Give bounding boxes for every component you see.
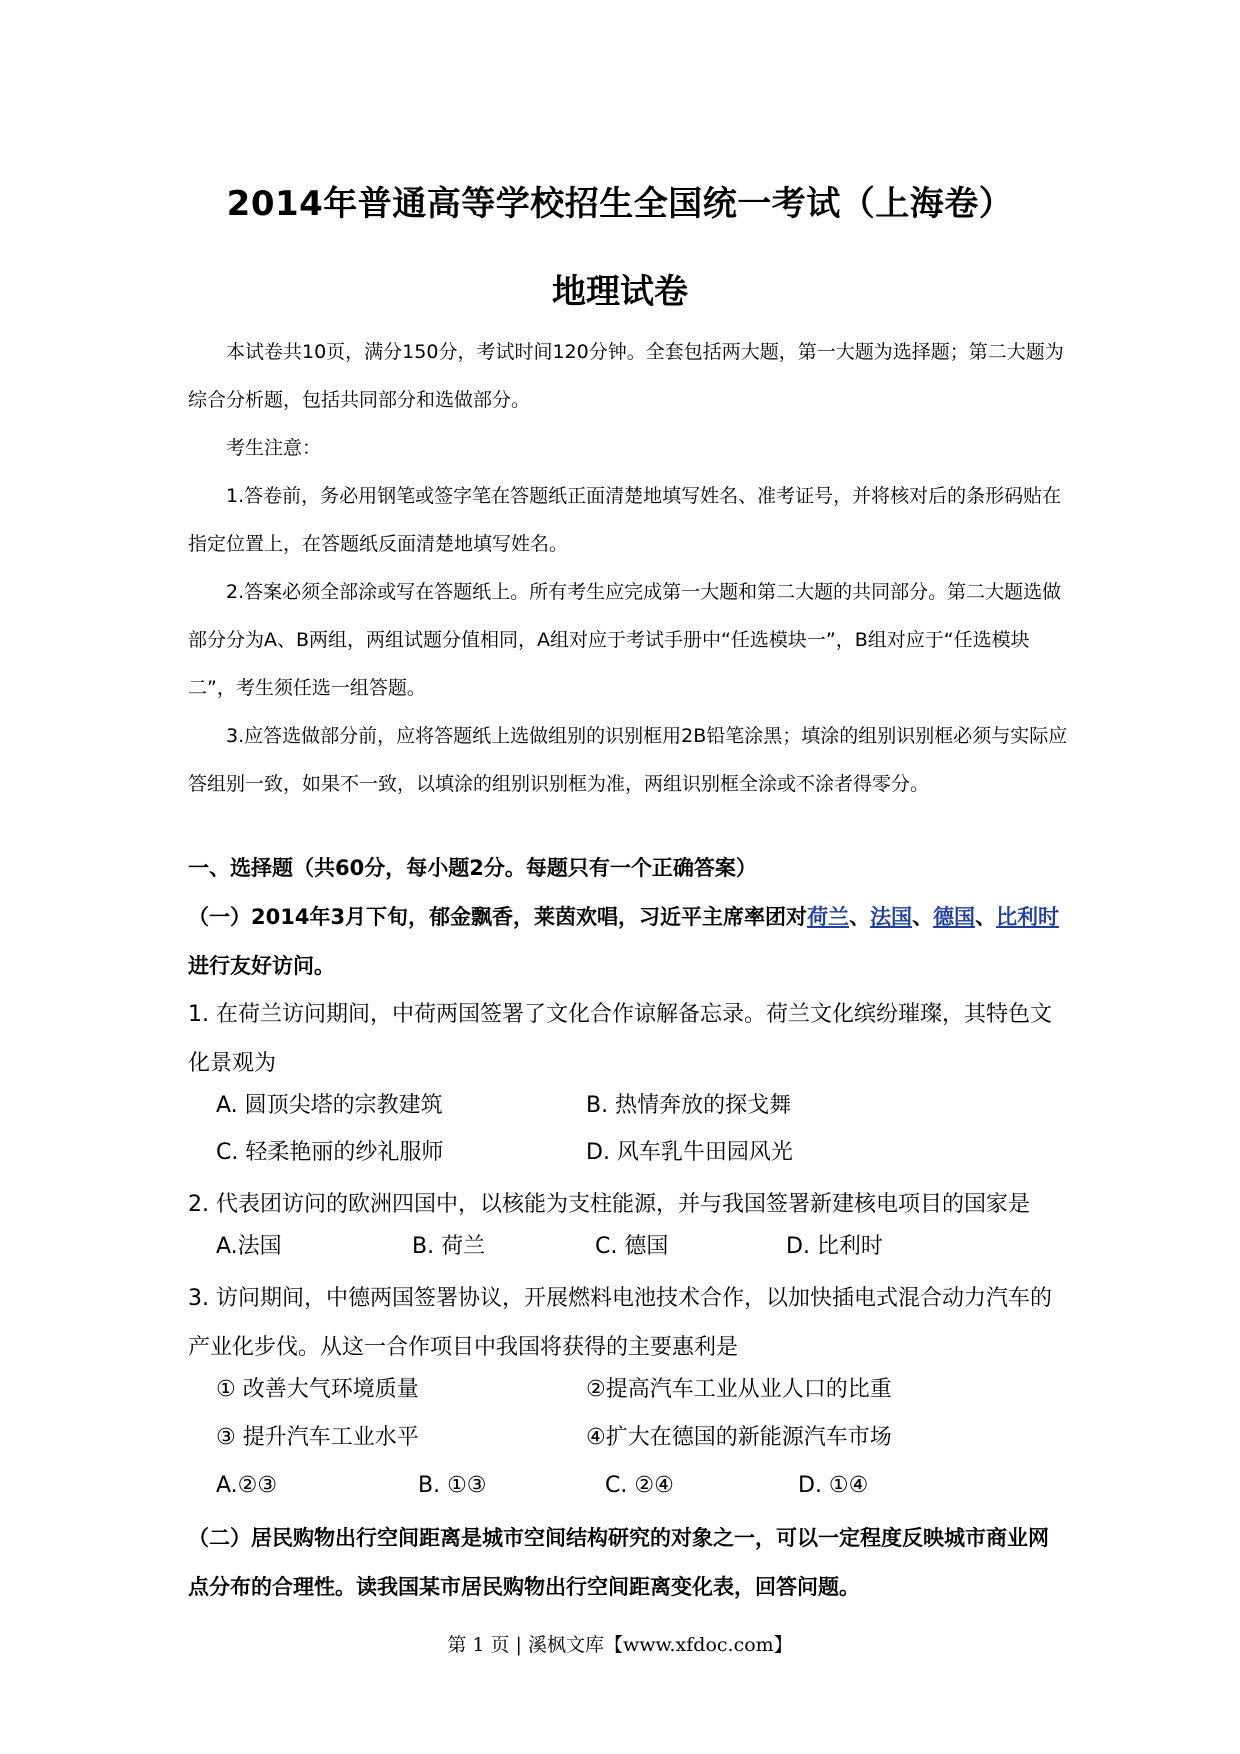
exam-title: 2014年普通高等学校招生全国统一考试（上海卷） xyxy=(226,184,1014,224)
q1-option-d: D. 风车乳牛田园风光 xyxy=(586,1140,793,1165)
question-1-text: 1. 在荷兰访问期间，中荷两国签署了文化合作谅解备忘录。荷兰文化缤纷璀璨，其特色文化景观为 xyxy=(188,1002,1052,1076)
question-3-text: 3. 访问期间，中德两国签署协议，开展燃料电池技术合作，以加快插电式混合动力汽车的产业化步伐。从这一合作项目中我国将获得的主要惠利是 xyxy=(188,1286,1052,1360)
question-1-options-row-2 xyxy=(0,1133,1240,1173)
intro-paragraph: 本试卷共10页，满分150分，考试时间120分钟。全套包括两大题，第一大题为选择题；第二大题为综合分析题，包括共同部分和选做部分。 xyxy=(188,341,1064,411)
group-1-suffix: 进行友好访问。 xyxy=(188,954,335,978)
question-2-stem xyxy=(188,1180,1068,1229)
q2-option-c: C. 德国 xyxy=(595,1234,669,1259)
link-germany[interactable]: 德国 xyxy=(933,905,976,929)
note-2: 2.答案必须全部涂或写在答题纸上。所有考生应完成第一大题和第二大题的共同部分。第二大题选做部分分为A、B两组，两组试题分值相同，A组对应于考试手册中“任选模块一”，B组对应于“任选模块二”，考生须任选一组答题。 xyxy=(188,581,1062,699)
link-france[interactable]: 法国 xyxy=(870,905,913,929)
question-3-stem xyxy=(188,1274,1068,1372)
note-1: 1.答卷前，务必用钢笔或签字笔在答题纸正面清楚地填写姓名、准考证号，并将核对后的条形码贴在指定位置上，在答题纸反面清楚地填写姓名。 xyxy=(188,485,1062,555)
q2-option-a: A.法国 xyxy=(216,1234,282,1259)
q3-item-1: ① 改善大气环境质量 xyxy=(216,1377,419,1402)
separator: 、 xyxy=(975,905,997,929)
page-footer: 第 1 页 | 溪枫文库【www.xfdoc.com】 xyxy=(447,1634,793,1656)
note-3: 3.应答选做部分前，应将答题纸上选做组别的识别框用2B铅笔涂黑；填涂的组别识别框必须与实际应答组别一致，如果不一致，以填涂的组别识别框为准，两组识别框全涂或不涂者得零分。 xyxy=(188,725,1068,795)
group-1-prefix: （一）2014年3月下旬，郁金飘香，莱茵欢唱，习近平主席率团对 xyxy=(188,905,808,929)
question-3-options-row xyxy=(0,1466,1240,1506)
question-3-items-row-2 xyxy=(0,1418,1240,1458)
question-3-items-row-1 xyxy=(0,1370,1240,1410)
q3-option-a: A.②③ xyxy=(216,1473,278,1498)
notice-label: 考生注意： xyxy=(226,437,322,459)
group-1-heading xyxy=(188,893,1068,991)
q3-item-2: ②提高汽车工业从业人口的比重 xyxy=(586,1377,892,1402)
question-1-stem xyxy=(188,990,1068,1088)
q1-option-c: C. 轻柔艳丽的纱礼服师 xyxy=(216,1140,444,1165)
q2-option-d: D. 比利时 xyxy=(786,1234,883,1259)
q3-option-c: C. ②④ xyxy=(605,1473,674,1498)
question-1-options-row-1 xyxy=(0,1086,1240,1126)
separator: 、 xyxy=(849,905,871,929)
q1-option-a: A. 圆顶尖塔的宗教建筑 xyxy=(216,1093,443,1118)
separator: 、 xyxy=(912,905,934,929)
group-2-heading: （二）居民购物出行空间距离是城市空间结构研究的对象之一，可以一定程度反映城市商业网点分布的合理性。读我国某市居民购物出行空间距离变化表，回答问题。 xyxy=(188,1526,1049,1599)
exam-subtitle: 地理试卷 xyxy=(552,272,688,312)
link-netherlands[interactable]: 荷兰 xyxy=(807,905,850,929)
q3-item-3: ③ 提升汽车工业水平 xyxy=(216,1425,419,1450)
link-belgium[interactable]: 比利时 xyxy=(996,905,1060,929)
intro-block xyxy=(188,328,1068,808)
question-2-text: 2. 代表团访问的欧洲四国中，以核能为支柱能源，并与我国签署新建核电项目的国家是 xyxy=(188,1192,1030,1217)
q1-option-b: B. 热情奔放的探戈舞 xyxy=(586,1093,792,1118)
q3-item-4: ④扩大在德国的新能源汽车市场 xyxy=(586,1425,892,1450)
q2-option-b: B. 荷兰 xyxy=(412,1234,486,1259)
question-2-options-row xyxy=(0,1227,1240,1267)
section-heading: 一、选择题（共60分，每小题2分。每题只有一个正确答案） xyxy=(188,856,757,880)
q3-option-d: D. ①④ xyxy=(798,1473,869,1498)
q3-option-b: B. ①③ xyxy=(418,1473,487,1498)
